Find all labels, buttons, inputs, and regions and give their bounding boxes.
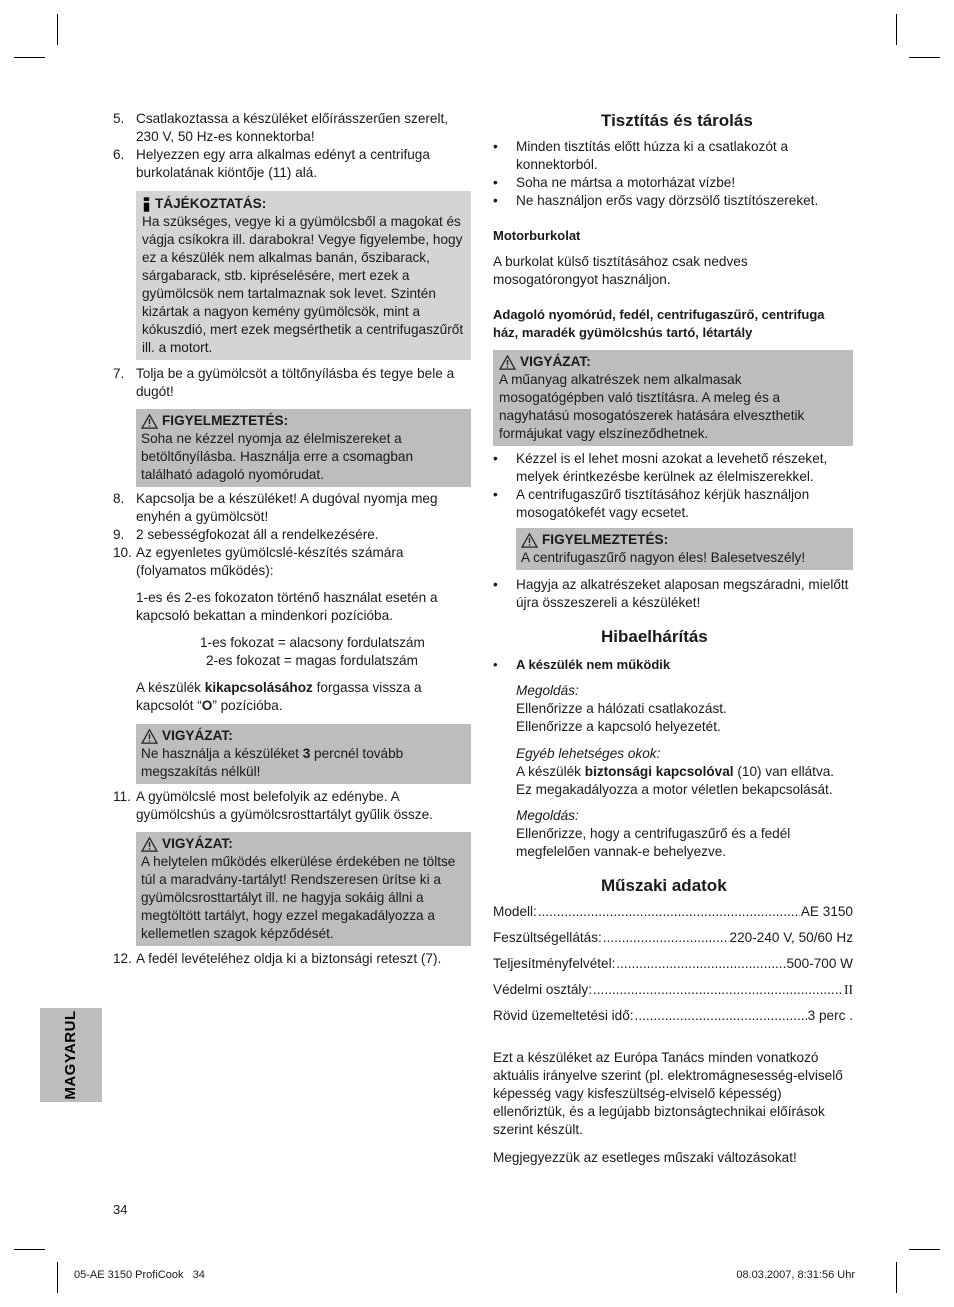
problem-item: • A készülék nem működik	[493, 657, 671, 672]
solution-line: Ellenőrizze a kapcsoló helyezetét.	[516, 719, 721, 734]
warning-box	[516, 528, 853, 570]
other-causes-line: Ez megakadályozza a motor véletlen bekapcsolását.	[516, 782, 833, 797]
caution-title: VIGYÁZAT:	[141, 727, 466, 745]
bullet-item: • Soha ne mártsa a motorházat vízbe!	[493, 175, 736, 190]
language-tab-label: MAGYARUL	[62, 1010, 79, 1100]
warning-text: Soha ne kézzel nyomja az élelmiszereket a betöltőnyílásba. Használja erre a csomagban található adagoló nyomórudat.	[141, 431, 414, 482]
print-footer-left: 05-AE 3150 ProfiCook 34	[74, 1269, 205, 1281]
bullet-item: • A centrifugaszűrő tisztításához kérjük használjon mosogatókefét vagy ecsetet.	[493, 487, 810, 520]
spec-row-power: Teljesítményfelvétel: ..... 500-700 W	[493, 955, 853, 981]
bullet-item: • Kézzel is el lehet mosni azokat a levehető részeket, melyek érintkezésbe kerülnek az élelmiszerekkel.	[493, 451, 828, 484]
step-12: 12. A fedél levételéhez oldja ki a biztonsági reteszt (7).	[113, 951, 442, 966]
caution-box	[493, 350, 853, 446]
spec-row-model: Modell: ..... AE 3150	[493, 903, 853, 929]
warning-triangle-icon	[141, 729, 158, 744]
spec-row-voltage: Feszültségellátás: ..... 220-240 V, 50/60 Hz	[493, 929, 853, 955]
info-box	[136, 191, 471, 360]
caution-box	[136, 724, 471, 784]
other-causes-label: Egyéb lehetséges okok:	[516, 746, 661, 761]
crop-mark	[14, 1249, 45, 1250]
step-text: A fedél levételéhez oldja ki a biztonsági reteszt (7).	[136, 951, 442, 966]
cleaning-bullets	[493, 138, 853, 210]
bullet-item: • Minden tisztítás előtt húzza ki a csatlakozót a konnektorból.	[493, 139, 789, 172]
step-text: Csatlakoztassa a készüléket előírásszerűen szerelt, 230 V, 50 Hz-es konnektorba!	[136, 111, 449, 144]
info-title: TÁJÉKOZTATÁS:	[142, 195, 465, 213]
other-causes-line: A készülék biztonsági kapcsolóval (10) van ellátva.	[516, 764, 835, 779]
bullet-item: • Hagyja az alkatrészeket alaposan megszáradni, mielőtt újra összeszereli a készüléket!	[493, 577, 849, 610]
changes-reserved-text: Megjegyezzük az esetleges műszaki változásokat!	[493, 1150, 797, 1165]
step-text: Kapcsolja be a készüléket! A dugóval nyomja meg enyhén a gyümölcsöt!	[136, 491, 438, 524]
caution-title: VIGYÁZAT:	[141, 835, 466, 853]
section-title-troubleshooting: Hibaelhárítás	[601, 627, 708, 646]
print-footer-right: 08.03.2007, 8:31:56 Uhr	[736, 1269, 855, 1281]
step-11: 11. A gyümölcslé most belefolyik az edénybe. A gyümölcshús a gyümölcsrosttartályt gyűlik össze.	[113, 789, 433, 822]
bullet-item: • Ne használjon erős vagy dörzsölő tisztítószereket.	[493, 193, 819, 208]
caution-text: Ne használja a készüléket 3 percnél tovább megszakítás nélkül!	[141, 746, 404, 779]
step-5: 5. Csatlakoztassa a készüléket előírásszerűen szerelt, 230 V, 50 Hz-es konnektorba!	[113, 111, 449, 144]
caution-title: VIGYÁZAT:	[499, 353, 847, 371]
crop-mark	[896, 14, 897, 45]
subheading-motor: Motorburkolat	[493, 228, 581, 243]
solution-label: Megoldás:	[516, 683, 579, 698]
motor-text: A burkolat külső tisztításához csak nedves mosogatórongyot használjon.	[493, 254, 748, 287]
crop-mark	[57, 14, 58, 45]
spec-table	[493, 903, 853, 1033]
speed-1-line: 1-es fokozat = alacsony fordulatszám	[200, 635, 425, 650]
right-column	[493, 110, 853, 1167]
section-title-cleaning: Tisztítás és tárolás	[601, 111, 753, 130]
spec-row-protection-class: Védelmi osztály: ..... II	[493, 981, 853, 1007]
crop-mark	[57, 1262, 58, 1293]
solution-text: Ellenőrizze, hogy a centrifugaszűrő és a fedél megfelelően vannak-e behelyezve.	[516, 826, 791, 859]
step-text: A gyümölcslé most belefolyik az edénybe. A gyümölcshús a gyümölcsrosttartályt gyűlik össze.	[136, 789, 433, 822]
step-text: Tolja be a gyümölcsöt a töltőnyílásba és tegye bele a dugót!	[136, 366, 455, 399]
section-title-specs: Műszaki adatok	[601, 876, 727, 895]
step-text: 2 sebességfokozat áll a rendelkezésére.	[136, 527, 379, 542]
step-9: 9. 2 sebességfokozat áll a rendelkezésére.	[113, 527, 379, 542]
step-10: 10. Az egyenletes gyümölcslé-készítés számára (folyamatos működés):	[113, 545, 404, 578]
solution-label: Megoldás:	[516, 808, 579, 823]
conformity-text: Ezt a készüléket az Európa Tanács minden vonatkozó aktuális irányelve szerint (pl. elektromágnesesség-elviselő képesség vagy kisfeszültség-elviselő képesség) ellenőriztük, és a legújabb biztonságtechnikai előírások szerint készült.	[493, 1050, 843, 1137]
switch-off-text: A készülék kikapcsolásához forgassa vissza a kapcsolót “O” pozícióba.	[136, 680, 422, 713]
caution-box	[136, 832, 471, 946]
crop-mark	[896, 1262, 897, 1293]
caution-text: A műanyag alkatrészek nem alkalmasak mosogatógépben való tisztításra. A meleg és a nagyhatású mosogatószerek hatására elveszthetik formájukat vagy elszíneződhetnek.	[499, 372, 805, 441]
crop-mark	[909, 1249, 940, 1250]
step-text: Helyezzen egy arra alkalmas edényt a centrifuga burkolatának kiöntője (11) alá.	[136, 147, 430, 180]
warning-box	[136, 409, 471, 487]
warning-triangle-icon	[141, 837, 158, 852]
step-6: 6. Helyezzen egy arra alkalmas edényt a centrifuga burkolatának kiöntője (11) alá.	[113, 147, 430, 180]
warning-title: FIGYELMEZTETÉS:	[141, 412, 466, 430]
crop-mark	[909, 57, 940, 58]
left-column	[113, 110, 471, 968]
info-icon	[142, 197, 151, 212]
warning-triangle-icon	[499, 355, 516, 370]
step-7: 7. Tolja be a gyümölcsöt a töltőnyílásba és tegye bele a dugót!	[113, 366, 455, 399]
warning-text: A centrifugaszűrő nagyon éles! Balesetveszély!	[521, 550, 806, 565]
subheading-parts: Adagoló nyomórúd, fedél, centrifugaszűrő, centrifuga ház, maradék gyümölcshús tartó, létartály	[493, 307, 825, 340]
info-text: Ha szükséges, vegye ki a gyümölcsből a magokat és vágja csíkokra ill. darabokra! Vegye figyelembe, hogy ez a készülék nem alkalmas banán, őszibarack, sárgabarack, stb. kipréselésére, mert ezek a gyümölcsök nem tartalmaznak sok levet. Szintén kizártak a nagyon kemény gyümölcsök, mint a kókuszdió, mert ezek megsérthetik a centrifugaszűrőt ill. a motort.	[142, 214, 464, 355]
crop-mark	[14, 57, 45, 58]
step-8: 8. Kapcsolja be a készüléket! A dugóval nyomja meg enyhén a gyümölcsöt!	[113, 491, 438, 524]
spec-row-operating-time: Rövid üzemeltetési idő: ..... 3 perc .	[493, 1007, 853, 1033]
page-number: 34	[113, 1202, 128, 1217]
step-text: Az egyenletes gyümölcslé-készítés számára (folyamatos működés):	[136, 545, 404, 578]
warning-triangle-icon	[141, 414, 158, 429]
step-10-detail: 1-es és 2-es fokozaton történő használat esetén a kapcsoló bekattan a mindenkori pozícióba.	[136, 590, 438, 623]
speed-2-line: 2-es fokozat = magas fordulatszám	[206, 653, 418, 668]
caution-text: A helytelen működés elkerülése érdekében ne töltse túl a maradvány-tartályt! Rendszeresen ürítse ki a gyümölcsrosttartályt ill. ne hagyja sokáig állni a megtöltött tartályt, hogy ezzel megakadályozza a kellemetlen szagok képződését.	[141, 854, 456, 941]
solution-line: Ellenőrizze a hálózati csatlakozást.	[516, 701, 727, 716]
warning-triangle-icon	[521, 533, 538, 548]
warning-title: FIGYELMEZTETÉS:	[521, 531, 848, 549]
